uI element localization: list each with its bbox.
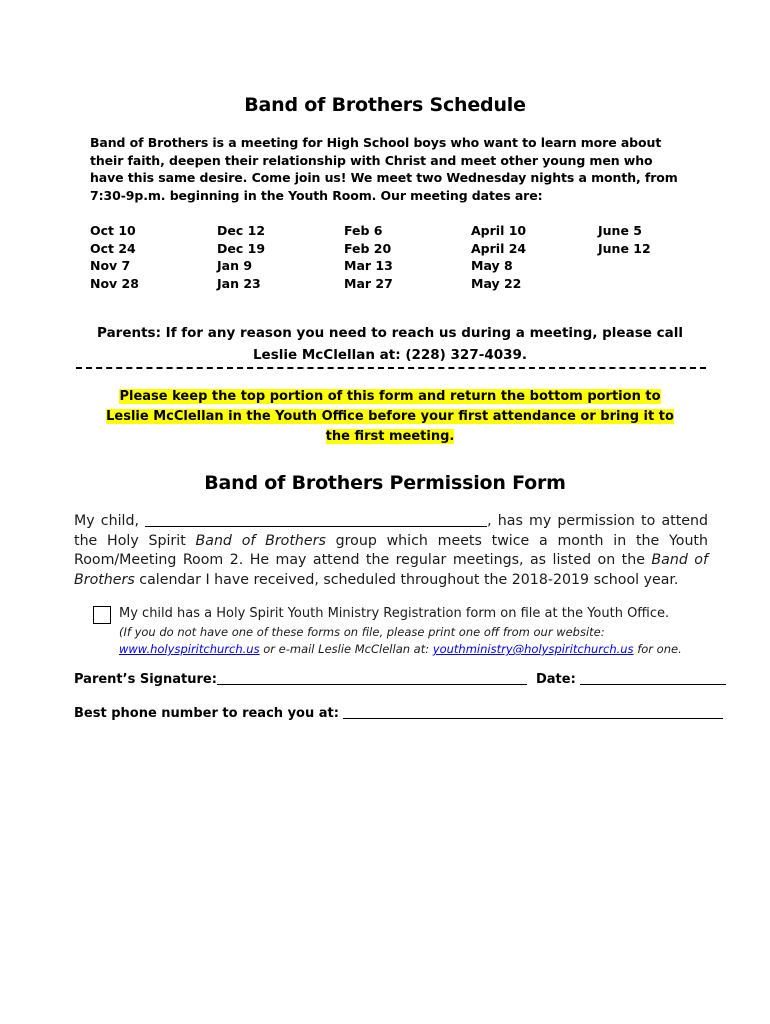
meeting-date: Dec 19 bbox=[217, 240, 266, 256]
return-notice-highlight: Please keep the top portion of this form and return the bottom portion to Leslie McClellan in the Youth Office before your first attendance or bring it to the first meeting. bbox=[106, 389, 674, 444]
permission-statement bbox=[74, 512, 708, 590]
child-name-field[interactable] bbox=[145, 513, 487, 527]
phone-field[interactable] bbox=[343, 706, 723, 719]
date-field[interactable] bbox=[580, 672, 726, 685]
note-text: or e-mail Leslie McClellan at: bbox=[263, 642, 430, 656]
note-text: for one. bbox=[637, 642, 682, 656]
date-label: Date: bbox=[535, 672, 576, 687]
meeting-date: Oct 10 bbox=[90, 223, 136, 238]
registration-note bbox=[119, 624, 719, 658]
form-title: Band of Brothers Permission Form bbox=[204, 472, 566, 494]
meeting-date: Nov 28 bbox=[90, 275, 139, 291]
return-notice bbox=[100, 387, 680, 447]
permission-text: My child, bbox=[74, 513, 139, 529]
meeting-date: Oct 24 bbox=[90, 240, 136, 256]
meeting-date: Nov 7 bbox=[90, 258, 131, 273]
dates-column-5 bbox=[598, 222, 651, 257]
meeting-date: Jan 23 bbox=[217, 275, 261, 291]
permission-text: group which meets twice a month in the Youth Room/Meeting Room 2. He may attend the regular meetings, as listed on the bbox=[74, 532, 708, 568]
phone-label: Best phone number to reach you at: bbox=[74, 706, 339, 721]
meeting-date: June 5 bbox=[598, 223, 642, 238]
signature-field[interactable] bbox=[217, 672, 527, 685]
meeting-date: May 22 bbox=[471, 275, 522, 291]
schedule-title: Band of Brothers Schedule bbox=[244, 94, 526, 116]
group-name: Band of Brothers bbox=[195, 532, 326, 549]
signature-label: Parent’s Signature: bbox=[74, 672, 217, 687]
meeting-date: Feb 20 bbox=[344, 240, 392, 256]
meeting-date: Dec 12 bbox=[217, 223, 266, 238]
meeting-date: April 10 bbox=[471, 223, 527, 238]
meeting-date: May 8 bbox=[471, 258, 513, 273]
parents-contact-note: Parents: If for any reason you need to reach us during a meeting, please call Leslie McClellan at: (228) 327-4039. bbox=[97, 325, 683, 363]
website-link[interactable]: www.holyspiritchurch.us bbox=[119, 642, 260, 656]
meeting-date: Mar 27 bbox=[344, 275, 393, 291]
dates-column-3 bbox=[344, 222, 393, 292]
permission-text: , has my permission to attend the Holy Spirit bbox=[74, 513, 708, 549]
meeting-date: June 12 bbox=[598, 240, 651, 256]
group-name: Band of Brothers bbox=[74, 552, 708, 588]
email-link[interactable]: youthministry@holyspiritchurch.us bbox=[432, 642, 634, 656]
dates-column-1 bbox=[90, 222, 139, 292]
registration-checkbox-label: My child has a Holy Spirit Youth Ministry Registration form on file at the Youth Office. bbox=[119, 606, 670, 621]
dates-column-2 bbox=[217, 222, 265, 292]
dates-column-4 bbox=[471, 222, 526, 292]
meeting-date: Feb 6 bbox=[344, 223, 383, 238]
schedule-intro: Band of Brothers is a meeting for High School boys who want to learn more about their faith, deepen their relationship with Christ and meet other young men who have this same desire. Come join us! We meet two Wednesday nights a month, from 7:30-9p.m. beginning in the Youth Room. Our meeting dates are: bbox=[90, 135, 678, 203]
meeting-date: April 24 bbox=[471, 240, 527, 256]
meeting-date: Mar 13 bbox=[344, 258, 393, 273]
phone-row bbox=[74, 706, 723, 721]
signature-row bbox=[74, 672, 726, 687]
registration-checkbox[interactable] bbox=[93, 606, 111, 624]
cut-line-divider bbox=[76, 367, 706, 369]
permission-text: calendar I have received, scheduled throughout the 2018-2019 school year. bbox=[139, 571, 679, 588]
note-text: (If you do not have one of these forms on file, please print one off from our website: bbox=[119, 625, 605, 639]
meeting-date: Jan 9 bbox=[217, 258, 253, 273]
